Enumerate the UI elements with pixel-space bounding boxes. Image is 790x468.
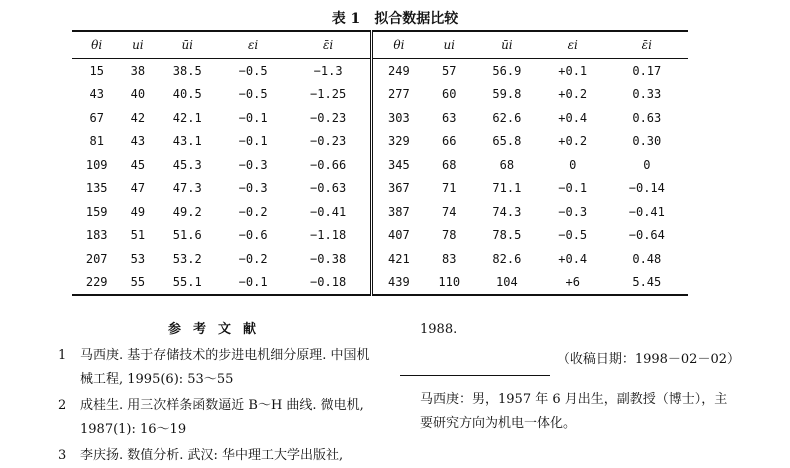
table-cell: 207 xyxy=(85,251,108,266)
column-header: ūi xyxy=(181,38,194,52)
table-cell: 109 xyxy=(85,157,108,172)
table-row xyxy=(72,83,688,107)
table-cell: 66 xyxy=(442,134,457,149)
table-cell: −1.25 xyxy=(310,87,347,102)
column-header: εi xyxy=(567,38,578,52)
table-cell: −0.41 xyxy=(310,204,347,219)
table-cell: 74 xyxy=(442,204,457,219)
table-cell: 0.48 xyxy=(632,251,662,266)
table-cell: −1.3 xyxy=(313,63,343,78)
table-row xyxy=(72,59,688,83)
table-cell: 0.30 xyxy=(632,134,662,149)
table-cell: 43 xyxy=(89,87,104,102)
reference-text: 成桂生. 用三次样条函数逼近 B～H 曲线. 微电机, 1987(1): 16～19 xyxy=(80,398,364,437)
references-heading: 参考文献 xyxy=(167,322,268,337)
table-cell: 135 xyxy=(85,181,108,196)
table-cell: 183 xyxy=(85,228,108,243)
table-cell: 42 xyxy=(130,110,146,125)
table-cell: 78 xyxy=(442,228,457,243)
table-cell: 0.17 xyxy=(632,63,662,78)
table-cell: −0.23 xyxy=(310,110,347,125)
table-cell: 53.2 xyxy=(172,251,202,266)
table-cell: −0.3 xyxy=(558,204,588,219)
table-cell: 110 xyxy=(438,275,461,290)
table-cell: 159 xyxy=(85,204,108,219)
table-cell: 104 xyxy=(496,275,518,290)
table-cell: 82.6 xyxy=(492,251,522,266)
reference-item xyxy=(58,344,378,392)
table-cell: 45.3 xyxy=(172,157,202,172)
table-cell: 81 xyxy=(89,134,104,149)
table-cell: 71 xyxy=(442,181,457,196)
references-section xyxy=(58,318,378,468)
table-cell: 43 xyxy=(130,134,146,149)
reference-number: 3 xyxy=(58,448,67,463)
reference-continuation xyxy=(420,318,740,372)
table-cell: 57 xyxy=(442,63,457,78)
reference-text: 李庆扬. 数值分析. 武汉: 华中理工大学出版社, xyxy=(80,448,344,463)
table-cell: 68 xyxy=(499,157,515,172)
table-cell: 60 xyxy=(442,87,457,102)
table-cell: 303 xyxy=(372,106,425,130)
table-cell: −0.64 xyxy=(628,228,665,243)
table-cell: 65.8 xyxy=(492,134,522,149)
table-cell: −0.14 xyxy=(628,181,665,196)
table-cell: 51.6 xyxy=(172,228,202,243)
table-cell: 367 xyxy=(372,177,425,201)
table-cell: 38.5 xyxy=(172,63,202,78)
table-cell: 68 xyxy=(442,157,457,172)
table-row xyxy=(72,224,688,248)
table-cell: +6 xyxy=(565,275,580,290)
table-cell: −0.18 xyxy=(310,275,347,290)
table-cell: 67 xyxy=(89,110,104,125)
table-row xyxy=(72,106,688,130)
reference-number: 2 xyxy=(58,398,67,413)
table-cell: −0.5 xyxy=(558,228,588,243)
table-header-row xyxy=(72,31,688,59)
table-cell: −0.2 xyxy=(238,204,268,219)
column-header: ui xyxy=(132,38,144,52)
table-cell: +0.2 xyxy=(558,87,588,102)
table-cell: −0.5 xyxy=(238,87,268,102)
column-header: θi xyxy=(91,38,103,52)
table-cell: 421 xyxy=(372,247,425,271)
reference-item xyxy=(58,394,378,442)
table-cell: 74.3 xyxy=(492,204,522,219)
table-cell: 56.9 xyxy=(492,63,522,78)
table-cell: 40 xyxy=(130,87,146,102)
table-cell: 59.8 xyxy=(492,87,522,102)
table-cell: −0.63 xyxy=(310,181,347,196)
table-caption xyxy=(0,8,790,28)
table-cell: 40.5 xyxy=(172,87,202,102)
reference-3-year: 1988. xyxy=(420,322,458,337)
received-date: （收稿日期：1998－02－02） xyxy=(556,352,740,367)
table-cell: 45 xyxy=(130,157,146,172)
table-cell: 277 xyxy=(372,83,425,107)
table-cell: −0.1 xyxy=(558,181,588,196)
table-cell: 42.1 xyxy=(172,110,202,125)
table-cell: 55.1 xyxy=(172,275,202,290)
table-cell: −1.18 xyxy=(310,228,347,243)
table-row xyxy=(72,200,688,224)
table-cell: 83 xyxy=(442,251,457,266)
table-cell: 0.63 xyxy=(632,110,662,125)
table-cell: 38 xyxy=(130,63,146,78)
table-cell: 49 xyxy=(130,204,146,219)
table-cell: +0.2 xyxy=(558,134,588,149)
table-cell: −0.38 xyxy=(310,251,347,266)
column-header: θi xyxy=(372,31,425,59)
reference-text: 马西庚. 基于存储技术的步进电机细分原理. 中国机械工程, 1995(6): 53～55 xyxy=(80,348,370,387)
table-cell: 345 xyxy=(372,153,425,177)
footnote-divider xyxy=(400,375,550,376)
table-cell: +0.4 xyxy=(558,110,588,125)
table-cell: 51 xyxy=(130,228,146,243)
table-cell: −0.2 xyxy=(238,251,268,266)
table-cell: −0.3 xyxy=(238,157,268,172)
reference-number: 1 xyxy=(58,348,67,363)
table-cell: −0.1 xyxy=(238,275,268,290)
table-cell: −0.5 xyxy=(238,63,268,78)
table-cell: 49.2 xyxy=(172,204,202,219)
table-cell: 47.3 xyxy=(172,181,202,196)
table-body xyxy=(72,59,688,296)
reference-item xyxy=(58,444,378,468)
table-cell: 47 xyxy=(130,181,146,196)
table-cell: 78.5 xyxy=(492,228,522,243)
author-bio: 马西庚：男，1957 年 6 月出生，副教授（博士），主要研究方向为机电一体化。 xyxy=(420,392,728,431)
table-cell: 0 xyxy=(643,157,651,172)
table-cell: 55 xyxy=(130,275,146,290)
table-cell: 229 xyxy=(85,275,108,290)
column-header: εi xyxy=(247,38,259,52)
table-row xyxy=(72,271,688,296)
table-cell: −0.3 xyxy=(238,181,268,196)
column-header: ε̄i xyxy=(322,38,334,52)
table-cell: −0.1 xyxy=(238,134,268,149)
table-cell: −0.6 xyxy=(238,228,268,243)
table-cell: 0 xyxy=(569,157,577,172)
table-cell: 15 xyxy=(89,63,104,78)
table-cell: 329 xyxy=(372,130,425,154)
table-caption-title: 拟合数据比较 xyxy=(374,11,459,27)
column-header: ui xyxy=(443,38,456,52)
table-cell: +0.4 xyxy=(558,251,588,266)
table-cell: −0.23 xyxy=(310,134,347,149)
table-cell: +0.1 xyxy=(558,63,588,78)
table-cell: −0.41 xyxy=(628,204,665,219)
column-header: ūi xyxy=(501,38,513,52)
table-cell: 249 xyxy=(372,59,425,83)
table-cell: −0.66 xyxy=(310,157,347,172)
table-cell: 43.1 xyxy=(172,134,202,149)
table-row xyxy=(72,247,688,271)
table-cell: 5.45 xyxy=(632,275,662,290)
table-row xyxy=(72,177,688,201)
column-header: ε̄i xyxy=(641,38,652,52)
table-row xyxy=(72,153,688,177)
table-caption-label: 表 1 xyxy=(331,11,361,27)
table-row xyxy=(72,130,688,154)
table-cell: 71.1 xyxy=(492,181,522,196)
table-cell: 0.33 xyxy=(632,87,662,102)
fit-data-table xyxy=(72,30,688,296)
table-cell: 387 xyxy=(372,200,425,224)
table-cell: 407 xyxy=(372,224,425,248)
table-cell: 63 xyxy=(442,110,457,125)
table-cell: 53 xyxy=(130,251,146,266)
table-cell: 62.6 xyxy=(492,110,522,125)
table-cell: −0.1 xyxy=(238,110,268,125)
table-cell: 439 xyxy=(372,271,425,296)
